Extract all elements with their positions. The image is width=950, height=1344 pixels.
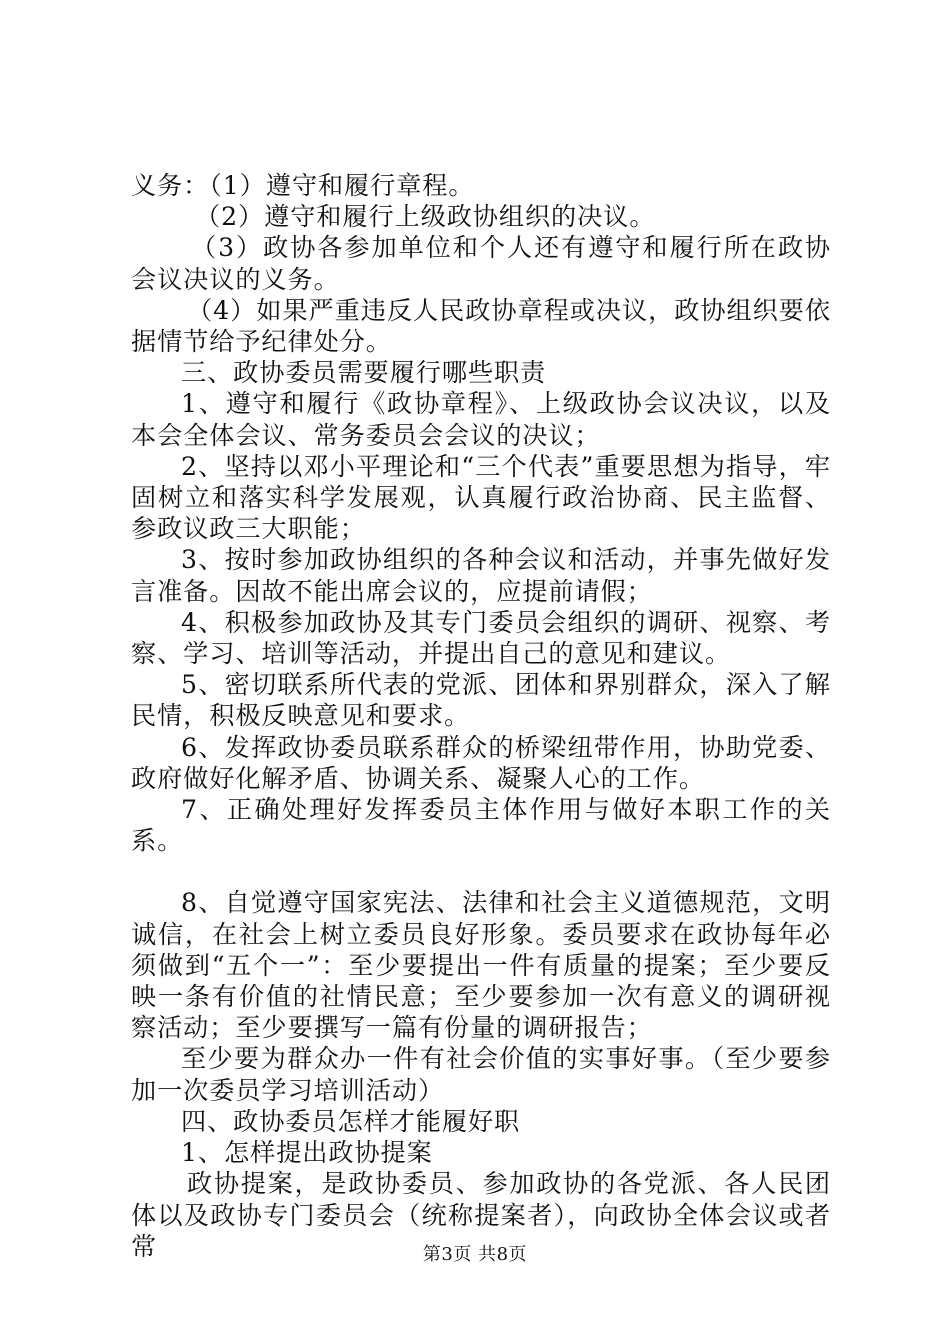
page-footer: [0, 1240, 950, 1266]
paragraph-duty-1: 1、遵守和履行《政协章程》、上级政协会议决议，以及本会全体会议、常务委员会会议的决议；: [131, 389, 831, 450]
paragraph-duty-6: 6、发挥政协委员联系群众的桥梁纽带作用，协助党委、政府做好化解矛盾、协调关系、凝聚人心的工作。: [131, 732, 831, 793]
paragraph-obligation-3: （3）政协各参加单位和个人还有遵守和履行所在政协会议决议的义务。: [131, 233, 831, 294]
paragraph-duty-2: 2、坚持以邓小平理论和“三个代表”重要思想为指导，牢固树立和落实科学发展观，认真履行政治协商、民主监督、参政议政三大职能；: [131, 451, 831, 544]
document-body: [131, 170, 831, 1262]
section-heading-duties: 三、政协委员需要履行哪些职责: [181, 358, 547, 388]
paragraph-duty-3: 3、按时参加政协组织的各种会议和活动，并事先做好发言准备。因故不能出席会议的，应提前请假；: [131, 545, 831, 606]
paragraph-duty-8-continued: 至少要为群众办一件有社会价值的实事好事。（至少要参加一次委员学习培训活动）: [131, 1044, 831, 1105]
paragraph-proposal-definition: 政协提案，是政协委员、参加政协的各党派、各人民团体以及政协专门委员会（统称提案者），向政协全体会议或者常: [131, 1169, 831, 1261]
paragraph-obligation-intro: 义务：（1）遵守和履行章程。: [131, 171, 475, 200]
paragraph-duty-4: 4、积极参加政协及其专门委员会组织的调研、视察、考察、学习、培训等活动，并提出自己的意见和建议。: [131, 607, 831, 669]
paragraph-obligation-4: （4）如果严重违反人民政协章程或决议，政协组织要依据情节给予纪律处分。: [131, 295, 831, 357]
paragraph-duty-8: 8、自觉遵守国家宪法、法律和社会主义道德规范，文明诚信，在社会上树立委员良好形象。委员要求在政协每年必须做到“五个一”：至少要提出一件有质量的提案；至少要反映一条有价值的社情民意；至少要参加一次有意义的调研视察活动；至少要撰写一篇有份量的调研报告；: [131, 888, 831, 1043]
paragraph-duty-5: 5、密切联系所代表的党派、团体和界别群众，深入了解民情，积极反映意见和要求。: [131, 670, 831, 731]
page-number-label: 第3页 共8页: [422, 1244, 528, 1265]
paragraph-duty-7: 7、正确处理好发挥委员主体作用与做好本职工作的关系。: [131, 795, 831, 856]
section-heading-performance: 四、政协委员怎样才能履好职: [181, 1106, 521, 1136]
paragraph-obligation-2: （2）遵守和履行上级政协组织的决议。: [195, 202, 656, 232]
subheading-proposals: 1、怎样提出政协提案: [181, 1138, 433, 1168]
